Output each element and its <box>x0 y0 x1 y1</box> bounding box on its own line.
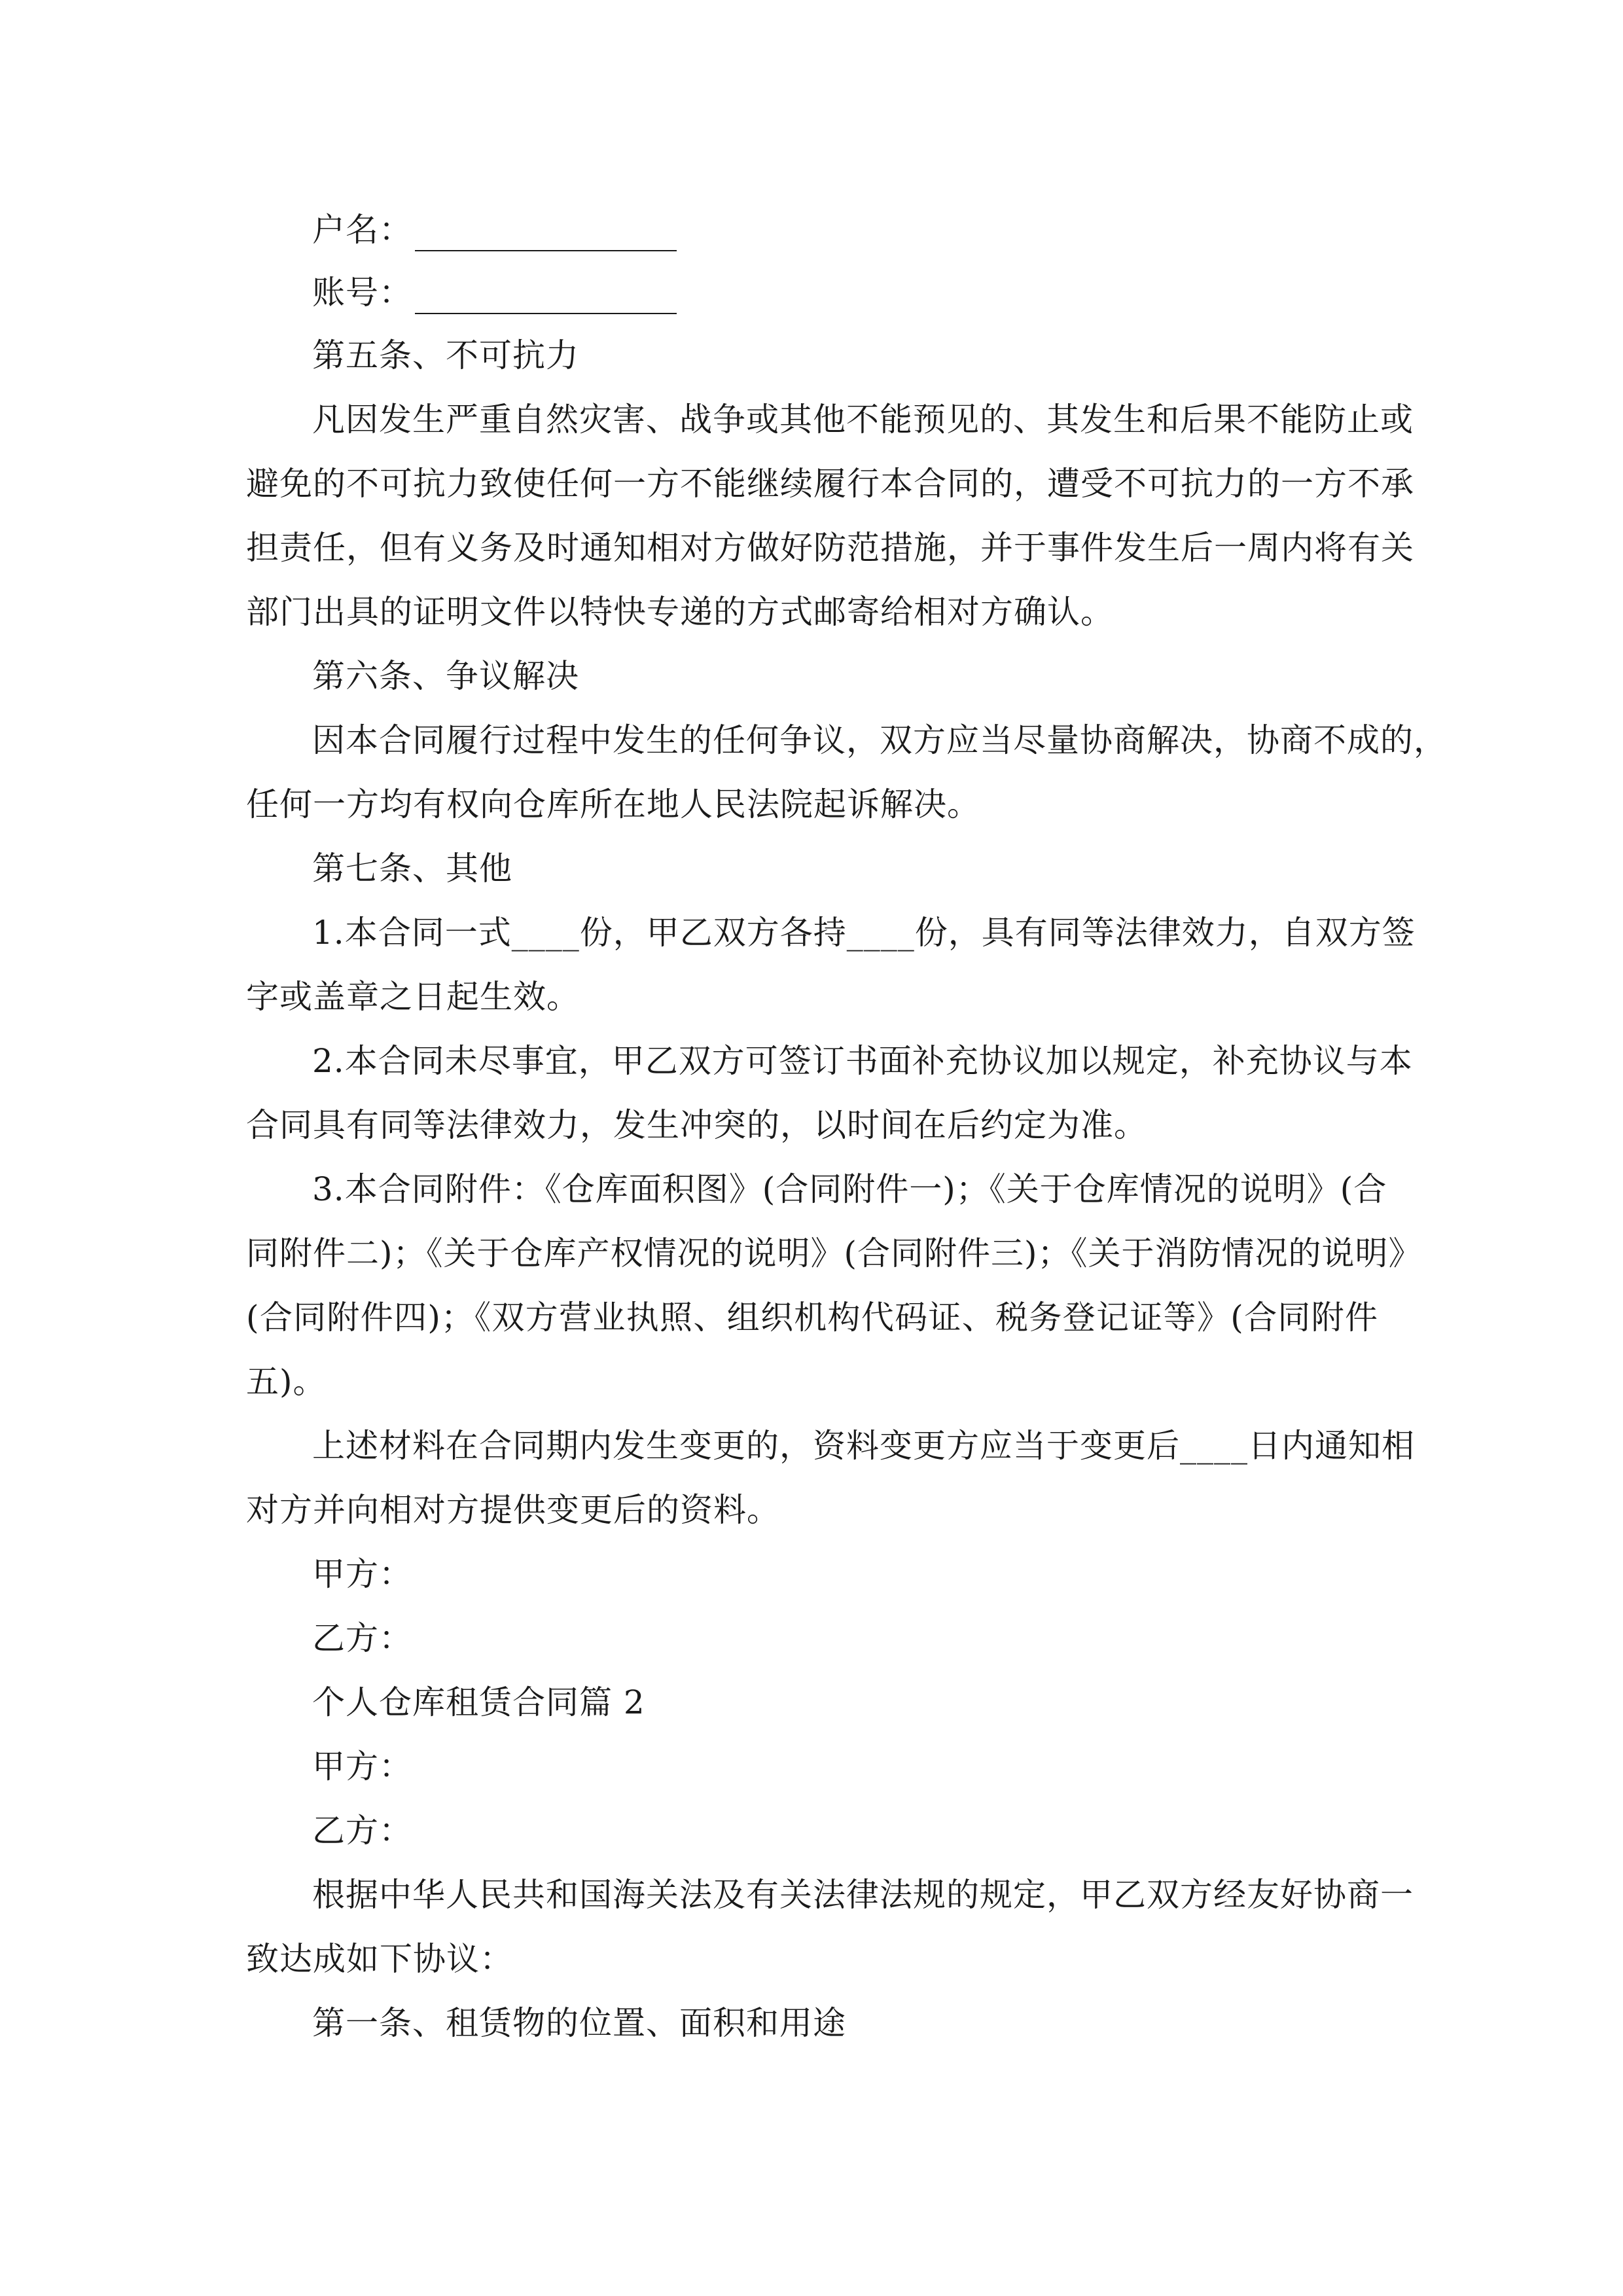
account-name-row <box>312 208 1444 251</box>
article-6-heading: 第六条、争议解决 <box>312 657 579 695</box>
party-a-label: 甲方： <box>312 1555 412 1593</box>
paragraph-line: 部门出具的证明文件以特快专递的方式邮寄给相对方确认。 <box>246 593 1114 631</box>
account-name-blank <box>415 220 677 251</box>
account-name-label: 户名： <box>312 211 412 249</box>
article-7-heading: 第七条、其他 <box>312 850 512 888</box>
account-number-row <box>312 271 1444 314</box>
contract-2-title: 个人仓库租赁合同篇 2 <box>312 1683 645 1721</box>
clause-3-line: (合同附件四)；《双方营业执照、组织机构代码证、税务登记证等》(合同附件 <box>246 1299 1378 1336</box>
paragraph-line: 避免的不可抗力致使任何一方不能继续履行本合同的，遭受不可抗力的一方不承 <box>246 465 1414 503</box>
clause-3-line: 同附件二)；《关于仓库产权情况的说明》(合同附件三)；《关于消防情况的说明》 <box>246 1234 1422 1272</box>
party-b-label: 乙方： <box>312 1812 412 1850</box>
paragraph-line: 根据中华人民共和国海关法及有关法律法规的规定，甲乙双方经友好协商一 <box>312 1876 1414 1914</box>
party-b-label: 乙方： <box>312 1619 412 1657</box>
clause-2-line: 2.本合同未尽事宜，甲乙双方可签订书面补充协议加以规定，补充协议与本 <box>312 1042 1413 1080</box>
paragraph-line: 任何一方均有权向仓库所在地人民法院起诉解决。 <box>246 785 980 823</box>
paragraph-line: 对方并向相对方提供变更后的资料。 <box>246 1491 780 1529</box>
article-5-heading: 第五条、不可抗力 <box>312 336 579 374</box>
clause-3-line: 3.本合同附件：《仓库面积图》(合同附件一)；《关于仓库情况的说明》(合 <box>312 1170 1387 1208</box>
clause-1-line: 字或盖章之日起生效。 <box>246 978 580 1016</box>
paragraph-line: 上述材料在合同期内发生变更的，资料变更方应当于变更后____日内通知相 <box>312 1427 1415 1465</box>
paragraph-line: 因本合同履行过程中发生的任何争议，双方应当尽量协商解决，协商不成的， <box>312 721 1447 759</box>
clause-1-line: 1.本合同一式____份，甲乙双方各持____份，具有同等法律效力，自双方签 <box>312 914 1416 952</box>
article-1-heading: 第一条、租赁物的位置、面积和用途 <box>312 2004 846 2042</box>
party-a-label: 甲方： <box>312 1748 412 1785</box>
paragraph-line: 担责任，但有义务及时通知相对方做好防范措施，并于事件发生后一周内将有关 <box>246 529 1414 567</box>
account-number-label: 账号： <box>312 274 412 312</box>
account-number-blank <box>415 283 677 314</box>
clause-2-line: 合同具有同等法律效力，发生冲突的，以时间在后约定为准。 <box>246 1106 1147 1144</box>
clause-3-line: 五)。 <box>246 1363 327 1401</box>
paragraph-line: 凡因发生严重自然灾害、战争或其他不能预见的、其发生和后果不能防止或 <box>312 401 1414 439</box>
paragraph-line: 致达成如下协议： <box>246 1940 513 1978</box>
